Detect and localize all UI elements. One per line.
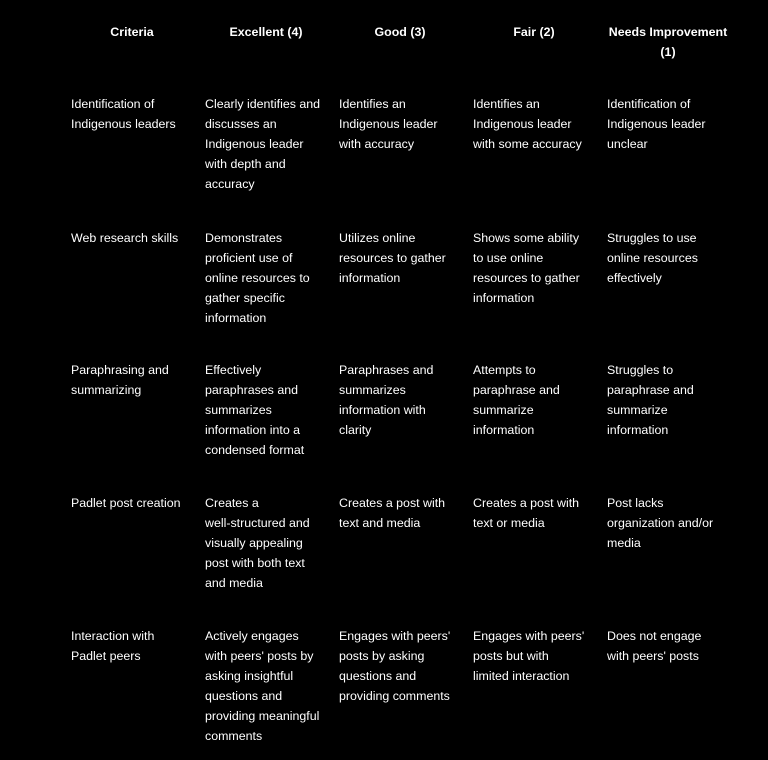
- fair-cell: Creates a post with text or media: [473, 496, 580, 530]
- excellent-cell: Effectively paraphrases and summarizes information into a condensed format: [205, 363, 305, 457]
- header-excellent: Excellent (4): [229, 25, 303, 39]
- header-fair: Fair (2): [513, 25, 555, 39]
- criteria-cell: Paraphrasing and summarizing: [71, 363, 169, 397]
- header-criteria: Criteria: [110, 25, 154, 39]
- excellent-cell: Clearly identifies and discusses an Indigenous leader with depth and accuracy: [205, 97, 321, 191]
- fair-cell: Attempts to paraphrase and summarize information: [473, 363, 560, 437]
- good-cell: Utilizes online resources to gather information: [339, 231, 446, 285]
- needs-improvement-cell: Identification of Indigenous leader unclear: [607, 97, 706, 151]
- excellent-cell: Creates a well-structured and visually appealing post with both text and media: [205, 496, 310, 590]
- needs-improvement-cell: Post lacks organization and/or media: [607, 496, 714, 550]
- fair-cell: Identifies an Indigenous leader with some accuracy: [473, 97, 582, 151]
- needs-improvement-cell: Struggles to use online resources effectively: [607, 231, 698, 285]
- excellent-cell: Demonstrates proficient use of online resources to gather specific information: [205, 231, 310, 325]
- header-needs-improvement: Needs Improvement (1): [608, 25, 728, 59]
- criteria-cell: Identification of Indigenous leaders: [71, 97, 176, 131]
- needs-improvement-cell: Does not engage with peers' posts: [607, 629, 702, 663]
- good-cell: Creates a post with text and media: [339, 496, 446, 530]
- good-cell: Identifies an Indigenous leader with accuracy: [339, 97, 438, 151]
- excellent-cell: Actively engages with peers' posts by asking insightful questions and providing meaningful comments: [205, 629, 320, 743]
- needs-improvement-cell: Struggles to paraphrase and summarize information: [607, 363, 694, 437]
- criteria-cell: Web research skills: [71, 231, 179, 245]
- fair-cell: Shows some ability to use online resources to gather information: [473, 231, 580, 305]
- criteria-cell: Interaction with Padlet peers: [71, 629, 155, 663]
- criteria-cell: Padlet post creation: [71, 496, 181, 510]
- good-cell: Paraphrases and summarizes information with clarity: [339, 363, 434, 437]
- header-good: Good (3): [374, 25, 426, 39]
- good-cell: Engages with peers' posts by asking questions and providing comments: [339, 629, 451, 703]
- fair-cell: Engages with peers' posts but with limited interaction: [473, 629, 585, 683]
